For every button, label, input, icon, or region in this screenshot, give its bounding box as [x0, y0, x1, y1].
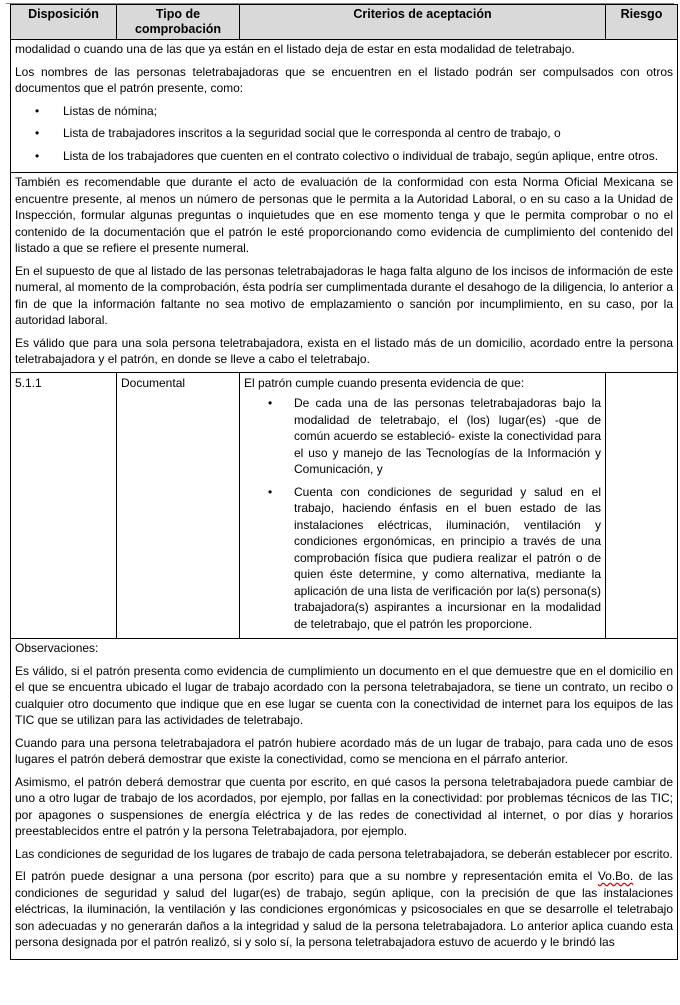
acceptance-criteria-table — [10, 4, 678, 960]
table-header-row — [11, 5, 678, 40]
header-criterios: Criterios de aceptación — [240, 5, 606, 40]
list-item: • De cada una de las personas teletrabajadoras bajo la modalidad de teletrabajo, el (los) lugar(es) -que de común acuerdo se estableció- existe la conectividad para el uso y manejo de las Tecnologías de la Información y Comunicación, y — [294, 395, 601, 478]
observaciones-title: Observaciones: — [15, 641, 99, 655]
paragraph: Cuando para una persona teletrabajadora el patrón hubiere acordado más de un lugar de trabajo, para cada uno de esos lugares el patrón deberá demostrar que existe la conectividad, como se menciona en el párrafo anterior. — [15, 735, 673, 766]
criterios-cell — [240, 372, 606, 639]
paragraph: modalidad o cuando una de las que ya están en el listado deja de estar en esta modalidad de teletrabajo. — [15, 42, 575, 56]
section-compulsa-cell — [11, 40, 678, 173]
criteria-intro: El patrón cumple cuando presenta evidencia de que: — [244, 375, 525, 390]
disposicion-cell: 5.1.1 — [11, 372, 117, 639]
header-riesgo: Riesgo — [606, 5, 678, 40]
paragraph: También es recomendable que durante el acto de evaluación de la conformidad con esta Norma Oficial Mexicana se encuentre presente, al menos un número de personas que le permita a la Autoridad Laboral, o en su caso a la Unidad de Inspección, formular algunas preguntas o inquietudes que en ese momento tenga y que le permita comprobar o no el contenido de la documentación que el patrón le esté proporcionando como evidencia de cumplimiento del contenido del listado a que se refiere el presente numeral. — [15, 175, 673, 255]
list-item: • Cuenta con condiciones de seguridad y salud en el trabajo, haciendo énfasis en el buen estado de las instalaciones eléctricas, iluminación, ventilación y condiciones ergonómicas, en principio a través de una comprobación física que pudiera realizar el patrón o de quien éste determine, y como alternativa, mediante la aplicación de una lista de verificación por la(s) persona(s) trabajadora(s) aspirantes a incursionar en la modalidad de teletrabajo, que el patrón les proporcione. — [294, 484, 601, 633]
riesgo-cell — [606, 372, 678, 639]
observaciones-cell — [11, 639, 678, 960]
vobo-term: Vo.Bo. — [597, 869, 634, 883]
text-span: de las condiciones de seguridad y salud del lugar(es) de trabajo, según aplique, con la precisión de que las instalaciones eléctricas, la iluminación, la ventilación y las condiciones ergonómicas y psicosociales en que se desarrolle el teletrabajo son adecuadas y no generarán daños a la integridad y salud de la persona teletrabajadora. Lo anterior aplica cuando esta persona designada por el patrón realizó, si y solo sí, la persona teletrabajadora estuvo de acuerdo y le brindó las — [15, 869, 673, 949]
header-disposicion: Disposición — [11, 5, 117, 40]
paragraph: Los nombres de las personas teletrabajadoras que se encuentren en el listado podrán ser compulsados con otros documentos que el patrón presente, como: — [15, 64, 673, 95]
paragraph: Es válido que para una sola persona teletrabajadora, exista en el listado más de un domicilio, acordado entre la persona teletrabajadora y el patrón, en donde se lleve a cabo el teletrabajo. — [15, 335, 673, 366]
criteria-list — [244, 395, 601, 632]
paragraph: Asimismo, el patrón deberá demostrar que cuenta por escrito, en qué casos la persona teletrabajadora puede cambiar de uno a otro lugar de trabajo de los acordados, por ejemplo, por fallas en la conectividad: por problemas técnicos de las TIC; por apagones o suspensiones de energía eléctrica y de las redes de conectividad al internet, o por días y horarios preestablecidos entre el patrón y la persona Teletrabajadora, por ejemplo. — [15, 774, 673, 838]
list-item: • Lista de los trabajadores que cuenten en el contrato colectivo o individual de trabajo, según aplique, entre otros. — [63, 148, 673, 165]
paragraph: Es válido, si el patrón presenta como evidencia de cumplimiento un documento en el que demuestre que en el domicilio en el que se encuentra ubicado el lugar de trabajo acordado con la persona teletrabajadora, se tiene un contrato, un recibo o cualquier otro documento que indique que en ese lugar se cuenta con la conectividad de internet para los equipos de las TIC que se utilizan para las actividades de teletrabajo. — [15, 663, 673, 727]
header-tipo-comprobacion: Tipo de comprobación — [117, 5, 240, 40]
list-item: • Lista de trabajadores inscritos a la seguridad social que le corresponda al centro de trabajo, o — [63, 125, 673, 142]
tipo-cell: Documental — [117, 372, 240, 639]
table-row-observaciones — [11, 639, 678, 960]
document-list — [15, 103, 673, 165]
text-span: El patrón puede designar a una persona (por escrito) para que a su nombre y representación emita el — [15, 869, 598, 883]
table-row-5-1-1 — [11, 372, 678, 639]
paragraph: Las condiciones de seguridad de los lugares de trabajo de cada persona teletrabajadora, se deberán establecer por escrito. — [15, 846, 673, 861]
list-item: • Listas de nómina; — [63, 103, 673, 120]
section-recomendaciones-cell — [11, 173, 678, 373]
table-row-recomendaciones — [11, 173, 678, 373]
paragraph — [15, 868, 673, 951]
table-row-compulsa — [11, 40, 678, 173]
paragraph: En el supuesto de que al listado de las personas teletrabajadoras le haga falta alguno de los incisos de información de este numeral, al momento de la comprobación, ésta podría ser cumplimentada durante el desahogo de la diligencia, lo anterior a fin de que la información faltante no sea motivo de emplazamiento o sanción por incumplimiento, en su caso, por la autoridad laboral. — [15, 263, 673, 327]
